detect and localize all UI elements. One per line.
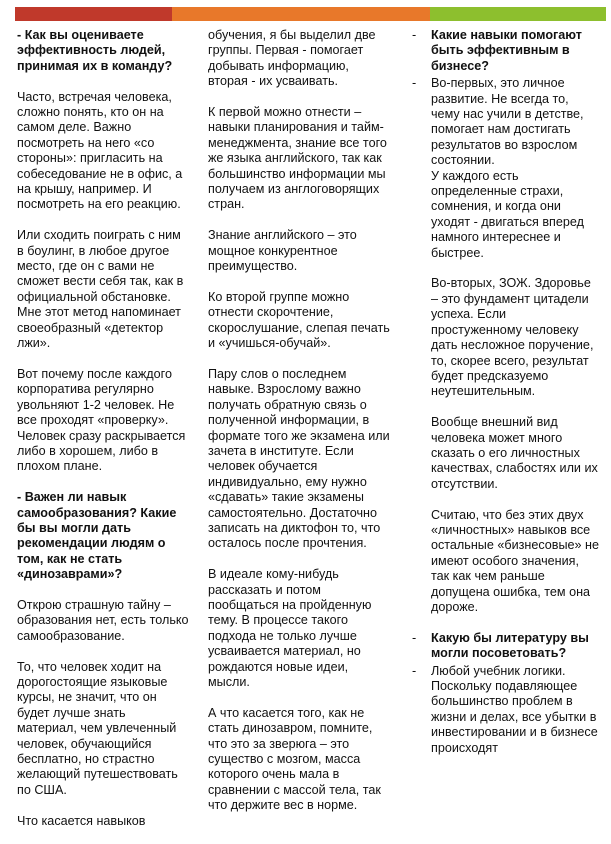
- paragraph: Вот почему после каждого корпоратива регулярно увольняют 1-2 человек. Не все проходят «проверку». Человек сразу раскрывается либо в хорошем, либо в плохом плане.: [17, 366, 186, 474]
- paragraph: Пару слов о последнем навыке. Взрослому важно получать обратную связь о полученной информации, в формате того же экзамена или зачета в институте. Если человек обучается индивидуально, ему нужно «сдавать» такие экзамены самостоятельно. Достаточно записать на диктофон то, что осталось после прочтения.: [208, 366, 390, 551]
- column-middle: [208, 28, 392, 829]
- answer-paragraph: Во-вторых, ЗОЖ. Здоровье – это фундамент цитадели успеха. Если простуженному человеку дать несложное поручение, то, скорее всего, результат будет предсказуемо неутешительным.: [431, 276, 594, 399]
- paragraph: А что касается того, как не стать динозавром, помните, что это за зверюга – это существо с мозгом, масса которого очень мала в сравнении с массой тела, так что держите вес в норме.: [208, 705, 381, 813]
- answer-paragraph: - Во-первых, это личное развитие. Не всегда то, чему нас учили в детстве, помогает нам достигать результатов во взрослом состоянии.: [431, 76, 584, 168]
- answer-literature: [409, 664, 599, 756]
- column-right: [409, 28, 599, 756]
- top-bar-red-segment: [15, 7, 172, 21]
- paragraph: обучения, я бы выделил две группы. Первая - помогает добывать информацию, вторая - их усваивать.: [208, 28, 376, 89]
- column-left: [17, 28, 189, 844]
- paragraph: Часто, встречая человека, сложно понять, кто он на самом деле. Важно посмотреть на него «со стороны»: пригласить на собеседование не в офис, а на крышу, например. И посмотреть на его реакцию.: [17, 89, 183, 212]
- question-literature: - Какую бы литературу вы могли посоветовать?: [409, 631, 599, 662]
- answer-paragraph: Считаю, что без этих двух «личностных» навыков все остальные «бизнесовые» не имеют особого значения, так как чем раньше допущена ошибка, тем она дороже.: [431, 507, 599, 614]
- question-self-education: - Важен ли навык самообразования? Какие бы вы могли дать рекомендации людям о том, как не стать «динозаврами»?: [17, 490, 177, 582]
- paragraph: Открою страшную тайну – образования нет, есть только самообразование.: [17, 597, 189, 643]
- question-team-efficiency: - Как вы оцениваете эффективность людей, принимая их в команду?: [17, 28, 173, 73]
- paragraph: Знание английского – это мощное конкурентное преимущество.: [208, 228, 357, 274]
- top-bar-orange-segment: [172, 7, 430, 21]
- answer-paragraph: - Любой учебник логики. Поскольку подавляющее большинство проблем в жизни и делах, все убытки в инвестировании и в бизнесе происходят: [431, 663, 598, 755]
- paragraph: Что касается навыков: [17, 813, 146, 828]
- paragraph: Или сходить поиграть с ним в боулинг, в любое другое место, где он с вами не сможет вести себя так, как в официальной обстановке. Мне этот метод напоминает своеобразный «детектор лжи».: [17, 228, 184, 351]
- paragraph: К первой можно отнести – навыки планирования и тайм-менеджмента, знание все того же языка английского, так как большинство информации мы получаем из англоговорящих стран.: [208, 105, 387, 212]
- question-business-skills: - Какие навыки помогают быть эффективным в бизнесе?: [409, 28, 599, 74]
- paragraph: То, что человек ходит на дорогостоящие языковые курсы, не значит, что он будет лучше знать материал, чем увлеченный человек, обучающийся бесплатно, но страстно желающий путешествовать по США.: [17, 659, 178, 797]
- paragraph: В идеале кому-нибудь рассказать и потом пообщаться на пройденную тему. В процессе такого подхода не только лучше усваивается материал, но рождаются новые идеи, мысли.: [208, 567, 372, 689]
- answer-paragraph: Вообще внешний вид человека может много сказать о его личностных качествах, слабостях или их отсутствии.: [431, 415, 598, 491]
- answer-paragraph: У каждого есть определенные страхи, сомнения, и когда они уходят - двигаться вперед намного интереснее и быстрее.: [431, 168, 584, 260]
- answer-business-skills: [409, 76, 599, 615]
- top-color-bar: [15, 7, 606, 21]
- top-bar-green-segment: [430, 7, 606, 21]
- paragraph: Ко второй группе можно отнести скорочтение, скорослушание, слепая печать и «учишься-обучай».: [208, 289, 390, 351]
